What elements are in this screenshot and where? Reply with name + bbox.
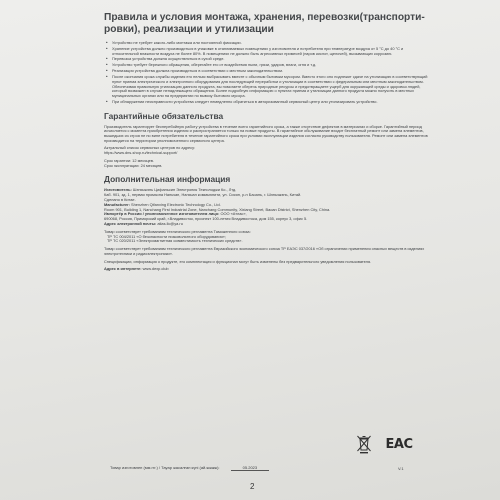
rules-item: • Реализация устройства должна производиться в соответствии с местным законодательством. [112,69,430,74]
tr-intro: Товар соответствует требованиям технического регламента Таможенного союза: [104,228,251,234]
email-line [104,222,430,227]
service-centers-label: Актуальный список сервисных центров по адресу: [104,145,196,151]
made-in: Сделано в Китае. [104,196,136,202]
manufacturer-en-label: Manufacturer: [104,201,130,207]
rules-item: • Хранение устройства должно производиться в упаковке в отапливаемых помещениях у изготовителя и потребителя при температуре воздуха от 5 °С до 40 °С и относительной влажности воздуха не более 80%. В помещениях не должно быть агрессивных примесей (паров кислот, щелочей), вызывающих коррозию. [112,47,430,56]
rules-item: • При обнаружении неисправности устройства следует немедленно обратиться в авторизованный сервисный центр или утилизировать устройство. [112,100,430,105]
rules-item: • Устройство не требует какого-либо монтажа или постоянной фиксации. [112,41,430,46]
service-centers-url[interactable]: https://www.dns-shop.ru/technical-support/ [104,150,178,156]
weee-bin-icon [356,434,372,454]
manufacturer-address: Каб. 901, зд. 1, первая промзона Наньчан, Наньчан коммьюнити, ул. Сисян, р-н Баоань, г. Шэньчжэнь, Китай. [104,192,302,198]
manufacturer-label: Изготовитель: [104,187,132,193]
warranty-period: Срок гарантии: 12 месяцев. [104,157,154,163]
page-title: Правила и условия монтажа, хранения, перевозки(транспорти-ровки), реализации и утилизации [104,12,425,35]
rules-list [104,41,430,105]
page-content [104,12,430,272]
website-value[interactable]: www.dexp.club [142,266,169,272]
service-life: Срок эксплуатации: 24 месяцев. [104,162,163,168]
manufacturer-value: Шэньчжэнь Цифаньсин Электроник Текнолоджи Ко., Лтд. [132,187,237,193]
eaeu-text: Товар соответствует требованиям технического регламента Евразийского экономического союза ТР ЕАЭС 037/2016 «Об ограничении применения опасных веществ в изделиях электротехники и радиоэлектроники». [104,246,425,256]
importer-label: Импортёр в России / уполномоченное изготовителем лицо: [104,211,220,217]
rules-item: • После окончания срока службы изделия его нельзя выбрасывать вместе с обычным бытовым мусором. Вместо этого оно подлежит сдаче на утилизацию в соответствующий пункт приема электрического и электронного оборудования для последующей переработки и утилизации в соответствии с федеральным или местным законодательством. Обеспечивая правильную утилизацию данного продукта, вы помогаете сберечь природные ресурсы и предотвращаете ущерб для окружающей среды и здоровья людей, который возможен в случае ненадлежащего обращения. Более подробную информацию о пунктах приема и утилизации данного продукта можно получить в местных муниципальных органах или на предприятии по вывозу бытового мусора. [112,75,430,99]
page-number: 2 [250,482,255,491]
importer-value: ООО «Атлас», [220,211,247,217]
email-value[interactable]: atlas.llc@ya.ru [157,220,183,226]
importer-address: 690068, Россия, Приморский край, г.Владивосток, проспект 100-летия Владивостока, дом 155, корпус 3, офис 5. [104,216,308,222]
tr-item: ТР ТС 020/2011 «Электромагнитная совместимость технических средств». [107,238,243,244]
rules-item: • Перевозка устройства должна осуществляться в сухой среде. [112,57,430,62]
eac-mark: EAC [385,436,413,452]
website-label: Адрес в интернете: [104,266,142,272]
website-line [104,267,430,272]
warranty-text: Производитель гарантирует бесперебойную работу устройства в течение всего гарантийного срока, а также отсутствие дефектов в материалах и сборке. Гарантийный период исчисляется с момента приобретения изделия и распространяется только на новые продукты. В гарантийное обслуживание входит бесплатный ремонт или замена элементов, вышедших из строя не по вине потребителя в течение гарантийного срока при условии эксплуатации изделия согласно руководству пользователя. Ремонт или замена элементов производится на территории уполномоченного сервисного центра. [104,123,428,143]
manufacture-date-value: 05.2023 [231,465,269,471]
info-heading: Дополнительная информация [104,174,231,185]
manufacture-date-label: Товар изготовлен (мм.ггг.) / Тауар жасалған күні (ай.жжжж): [110,465,220,470]
warranty-heading: Гарантийные обязательства [104,110,224,121]
manufacturer-en-value: Shenzhen Qifanxing Electronic Technology Co., Ltd. [131,201,221,207]
email-label: Адрес электронной почты: [104,220,157,226]
spec-note: Спецификации, информация о продукте, его комплектация и функционал могут быть изменены без предварительного уведомления пользователя. [104,258,372,264]
tr-item: ТР ТС 004/2011 «О безопасности низковольтного оборудования»; [107,233,226,239]
manufacturer-en-address: Room 901, Building 1, Nanchang First Industrial Zone, Nanchang Community, Xixiang Street, Baoan District, Shenzhen City, China. [104,206,331,212]
manufacture-date-line [110,465,269,471]
rules-item: • Устройство требует бережного обращения, оберегайте его от воздействия пыли, грязи, ударов, влаги, огня и т.д. [112,63,430,68]
version-label: V.1 [398,466,404,471]
